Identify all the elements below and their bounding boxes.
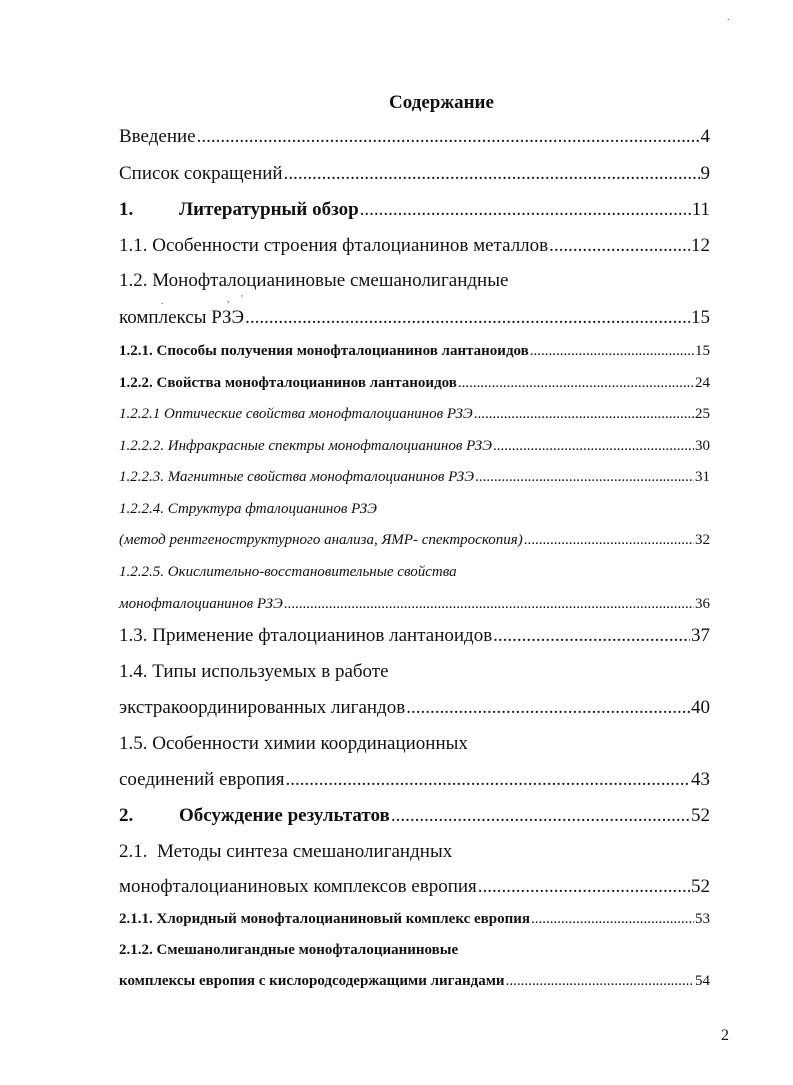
toc-entry-1-2-2-2[interactable] [119,438,710,455]
toc-entry-text: монофталоцианиновых комплексов европия [119,876,477,897]
scan-speck: ' [241,294,243,305]
toc-page-number: 31 [695,469,710,485]
toc-entry-2-1-2-line1[interactable]: 2.1.2. Смешанолигандные монофталоцианиновые [119,942,459,958]
toc-page-number: 52 [691,876,710,897]
toc-entry-1-2-2[interactable] [119,375,710,392]
toc-entry-1-4-line1[interactable]: 1.4. Типы используемых в работе [119,661,389,682]
toc-entry-text [119,199,359,221]
scan-speck: , [227,294,230,305]
toc-entry-abbreviations[interactable] [119,163,710,185]
toc-entry-text: монофталоцианинов РЗЭ [119,596,283,612]
toc-leader-dots [493,438,694,455]
toc-entry-text: экстракоординированных лигандов [119,697,406,718]
toc-entry-1-3[interactable] [119,625,710,647]
toc-entry-1-5-line1[interactable]: 1.5. Особенности химии координационных [119,733,468,754]
toc-leader-dots [360,199,691,221]
toc-entry-text: соединений европия [119,769,285,790]
toc-leader-dots [474,406,694,423]
toc-page-number: 12 [691,235,710,256]
toc-chapter-number: 2. [119,805,134,826]
toc-entry-2-1-line2[interactable] [119,876,710,898]
toc-entry-text: 1.1. Особенности строения фталоцианинов металлов [119,235,549,256]
toc-page-number: 15 [695,343,710,359]
toc-entry-1-5-line2[interactable] [119,769,710,791]
toc-entry-1-1[interactable] [119,235,710,257]
toc-entry-1-2-1[interactable] [119,343,710,360]
page-title: Содержание [389,92,494,113]
page-number: 2 [721,1027,729,1044]
toc-entry-text: 1.2.1. Способы получения монофталоцианинов лантаноидов [119,343,529,359]
toc-page-number: 9 [700,163,710,184]
toc-entry-intro[interactable] [119,126,710,148]
toc-leader-dots [493,625,690,647]
toc-leader-dots [284,596,694,613]
toc-page-number: 24 [695,375,710,391]
toc-leader-dots [406,697,690,719]
toc-entry-2-1-1[interactable] [119,911,710,928]
toc-leader-dots [475,469,694,486]
scan-speck: . [161,296,164,307]
toc-page-number: 4 [700,126,710,147]
toc-leader-dots [549,235,690,257]
toc-page-number: 11 [691,199,710,220]
toc-page-number: 37 [691,625,710,646]
toc-entry-text: 1.2.2.2. Инфракрасные спектры монофталоцианинов РЗЭ [119,438,492,454]
toc-entry-text: 2.1.1. Хлоридный монофталоцианиновый комплекс европия [119,911,531,927]
toc-entry-2-1-line1[interactable]: 2.1. Методы синтеза смешанолигандных [119,841,453,862]
toc-page-number: 43 [691,769,710,790]
toc-leader-dots [506,973,694,990]
toc-leader-dots [478,876,690,898]
toc-chapter-title: Обсуждение результатов [179,805,390,826]
toc-entry-text: Список сокращений [119,163,283,184]
toc-page-number: 40 [691,697,710,718]
toc-chapter-2[interactable] [119,805,710,827]
toc-entry-text: 1.2.2.3. Магнитные свойства монофталоцианинов РЗЭ [119,469,475,485]
toc-page-number: 30 [695,438,710,454]
toc-leader-dots [245,307,690,329]
scan-speck: . [727,12,730,23]
toc-leader-dots [284,163,700,185]
toc-page-number: 32 [695,532,710,548]
toc-entry-text: Введение [119,126,196,147]
toc-chapter-number: 1. [119,199,134,220]
toc-leader-dots [197,126,700,148]
toc-entry-1-2-2-1[interactable] [119,406,710,423]
toc-page-number: 53 [695,911,710,927]
toc-page-number: 36 [695,596,710,612]
toc-entry-text: комплексы европия с кислородсодержащими лигандами [119,973,505,989]
toc-entry-text: 1.2.2. Свойства монофталоцианинов лантаноидов [119,375,457,391]
toc-entry-1-2-2-5-line1[interactable]: 1.2.2.5. Окислительно-восстановительные свойства [119,564,457,580]
toc-leader-dots [458,375,694,392]
toc-entry-text: 1.3. Применение фталоцианинов лантаноидов [119,625,493,646]
toc-page-number: 15 [691,307,710,328]
toc-page-number: 52 [691,805,710,826]
toc-chapter-1[interactable] [119,199,710,221]
toc-page-number: 25 [695,406,710,422]
toc-entry-text [119,805,390,827]
toc-entry-2-1-2-line2[interactable] [119,973,710,990]
toc-entry-text: (метод рентгеноструктурного анализа, ЯМР- спектроскопия) [119,532,523,548]
toc-entry-1-2-2-4-line1[interactable]: 1.2.2.4. Структура фталоцианинов РЗЭ [119,501,377,517]
toc-entry-1-2-2-5-line2[interactable] [119,596,710,613]
toc-page-number: 54 [695,973,710,989]
toc-entry-1-2-2-3[interactable] [119,469,710,486]
toc-leader-dots [531,911,694,928]
toc-leader-dots [286,769,690,791]
toc-entry-1-2-2-4-line2[interactable] [119,532,710,549]
toc-leader-dots [530,343,694,360]
toc-entry-1-2-line1[interactable]: 1.2. Монофталоцианиновые смешанолигандные [119,270,509,291]
toc-entry-1-4-line2[interactable] [119,697,710,719]
toc-entry-text: комплексы РЗЭ [119,307,245,328]
toc-leader-dots [391,805,690,827]
toc-leader-dots [524,532,694,549]
toc-entry-1-2-line2[interactable] [119,307,710,329]
toc-entry-text: 1.2.2.1 Оптические свойства монофталоцианинов РЗЭ [119,406,473,422]
toc-chapter-title: Литературный обзор [179,199,359,220]
